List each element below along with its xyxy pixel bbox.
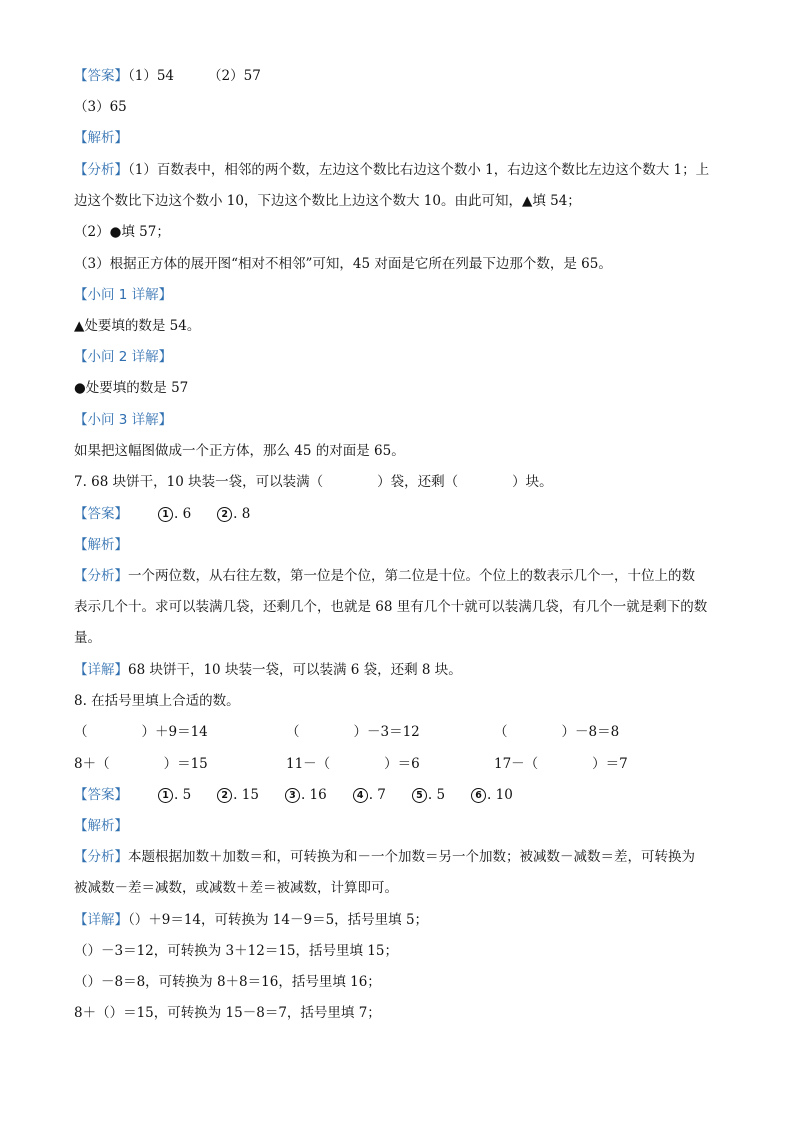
answer-line-7 xyxy=(74,504,720,524)
detail-8-4: 8＋（）＝15，可转换为 15－8＝7，括号里填 7； xyxy=(74,1005,381,1021)
fenxi-3: （3）根据正方体的展开图“相对不相邻”可知，45 对面是它所在列最下边那个数，是 65。 xyxy=(74,256,612,272)
circled-number: 3 xyxy=(285,788,300,803)
equation-6: 17－（ ）＝7 xyxy=(494,756,628,772)
equation-5: 11－（ ）＝6 xyxy=(286,756,420,772)
answer-line-1 xyxy=(74,66,720,86)
answer-value: . 7 xyxy=(368,787,386,803)
detail-tag: 【详解】 xyxy=(74,662,128,678)
equation-4: 8＋（ ）＝15 xyxy=(74,756,208,772)
answer-value: . 6 xyxy=(174,506,192,522)
circled-number: 4 xyxy=(353,788,368,803)
fenxi-1a: （1）百数表中，相邻的两个数，左边这个数比右边这个数小 1，右边这个数比左边这个数大 1；上 xyxy=(128,162,710,178)
detail-8-2: （）－3＝12，可转换为 3＋12＝15，括号里填 15； xyxy=(74,943,398,959)
fenxi-7c: 量。 xyxy=(74,630,101,646)
fenxi-tag: 【分析】 xyxy=(74,849,128,865)
fenxi-7b: 表示几个十。求可以装满几袋，还剩几个，也就是 68 里有几个十就可以装满几袋，有几个一就是剩下的数 xyxy=(74,599,708,615)
q3-text: 如果把这幅图做成一个正方体，那么 45 的对面是 65。 xyxy=(74,443,405,459)
answer-value: . 16 xyxy=(300,787,327,803)
answer-tag: 【答案】 xyxy=(74,68,128,84)
answer-value: . 15 xyxy=(233,787,259,803)
answer-value: . 10 xyxy=(487,787,513,803)
circled-number: 2 xyxy=(217,507,232,522)
equation-2: （ ）－3＝12 xyxy=(286,724,420,740)
answer-item xyxy=(158,785,191,805)
detail-line-8-1 xyxy=(74,910,720,930)
circled-number: 6 xyxy=(471,788,486,803)
fenxi-8b: 被减数－差＝减数，或减数＋差＝被减数，计算即可。 xyxy=(74,880,398,896)
answer-tag: 【答案】 xyxy=(74,506,128,522)
answer-item xyxy=(353,785,386,805)
detail-7: 68 块饼干，10 块装一袋，可以装满 6 袋，还剩 8 块。 xyxy=(128,662,462,678)
answer-value: . 5 xyxy=(427,787,446,803)
question-8: 8. 在括号里填上合适的数。 xyxy=(74,693,240,709)
answer-value: . 5 xyxy=(174,787,192,803)
answer-2: （2）57 xyxy=(208,68,261,84)
q1-text: ▲处要填的数是 54。 xyxy=(74,318,201,334)
q3-tag: 【小问 3 详解】 xyxy=(74,412,173,428)
circled-number: 1 xyxy=(158,507,173,522)
fenxi-tag: 【分析】 xyxy=(74,568,128,584)
fenxi-1b: 边这个数比下边这个数小 10，下边这个数比上边这个数大 10。由此可知，▲填 54； xyxy=(74,193,581,209)
answer-item xyxy=(217,504,250,524)
answer-tag: 【答案】 xyxy=(74,787,128,803)
answer-3: （3）65 xyxy=(74,99,127,115)
q2-text: ●处要填的数是 57 xyxy=(74,380,189,396)
fenxi-line-1 xyxy=(74,160,720,180)
fenxi-line-8a xyxy=(74,847,720,867)
fenxi-8a: 本题根据加数＋加数＝和，可转换为和－一个加数＝另一个加数；被减数－减数＝差，可转换为 xyxy=(128,849,695,865)
q1-tag: 【小问 1 详解】 xyxy=(74,287,173,303)
fenxi-7a: 一个两位数，从右往左数，第一位是个位，第二位是十位。个位上的数表示几个一，十位上的数 xyxy=(128,568,695,584)
circled-number: 5 xyxy=(412,788,427,803)
jiexi-tag: 【解析】 xyxy=(74,818,128,834)
circled-number: 2 xyxy=(217,788,232,803)
fenxi-2: （2）●填 57； xyxy=(74,224,170,240)
fenxi-line-7a xyxy=(74,566,720,586)
answer-item xyxy=(412,785,445,805)
jiexi-tag: 【解析】 xyxy=(74,130,128,146)
fenxi-tag: 【分析】 xyxy=(74,162,128,178)
detail-line-7 xyxy=(74,660,720,680)
answer-line-8 xyxy=(74,785,720,805)
q2-tag: 【小问 2 详解】 xyxy=(74,349,173,365)
detail-8-3: （）－8＝8，可转换为 8＋8＝16，括号里填 16； xyxy=(74,974,381,990)
circled-number: 1 xyxy=(158,788,173,803)
detail-8-1: （）＋9＝14，可转换为 14－9＝5，括号里填 5； xyxy=(128,912,429,928)
answer-1: （1）54 xyxy=(128,68,175,84)
equation-3: （ ）－8＝8 xyxy=(494,724,620,740)
detail-tag: 【详解】 xyxy=(74,912,128,928)
answer-item xyxy=(285,785,327,805)
jiexi-tag: 【解析】 xyxy=(74,537,128,553)
answer-item xyxy=(217,785,259,805)
answer-item xyxy=(471,785,513,805)
answer-item xyxy=(158,504,191,524)
answer-value: . 8 xyxy=(233,506,251,522)
equation-1: （ ）＋9＝14 xyxy=(74,724,208,740)
question-7: 7. 68 块饼干，10 块装一袋，可以装满（ ）袋，还剩（ ）块。 xyxy=(74,474,553,490)
